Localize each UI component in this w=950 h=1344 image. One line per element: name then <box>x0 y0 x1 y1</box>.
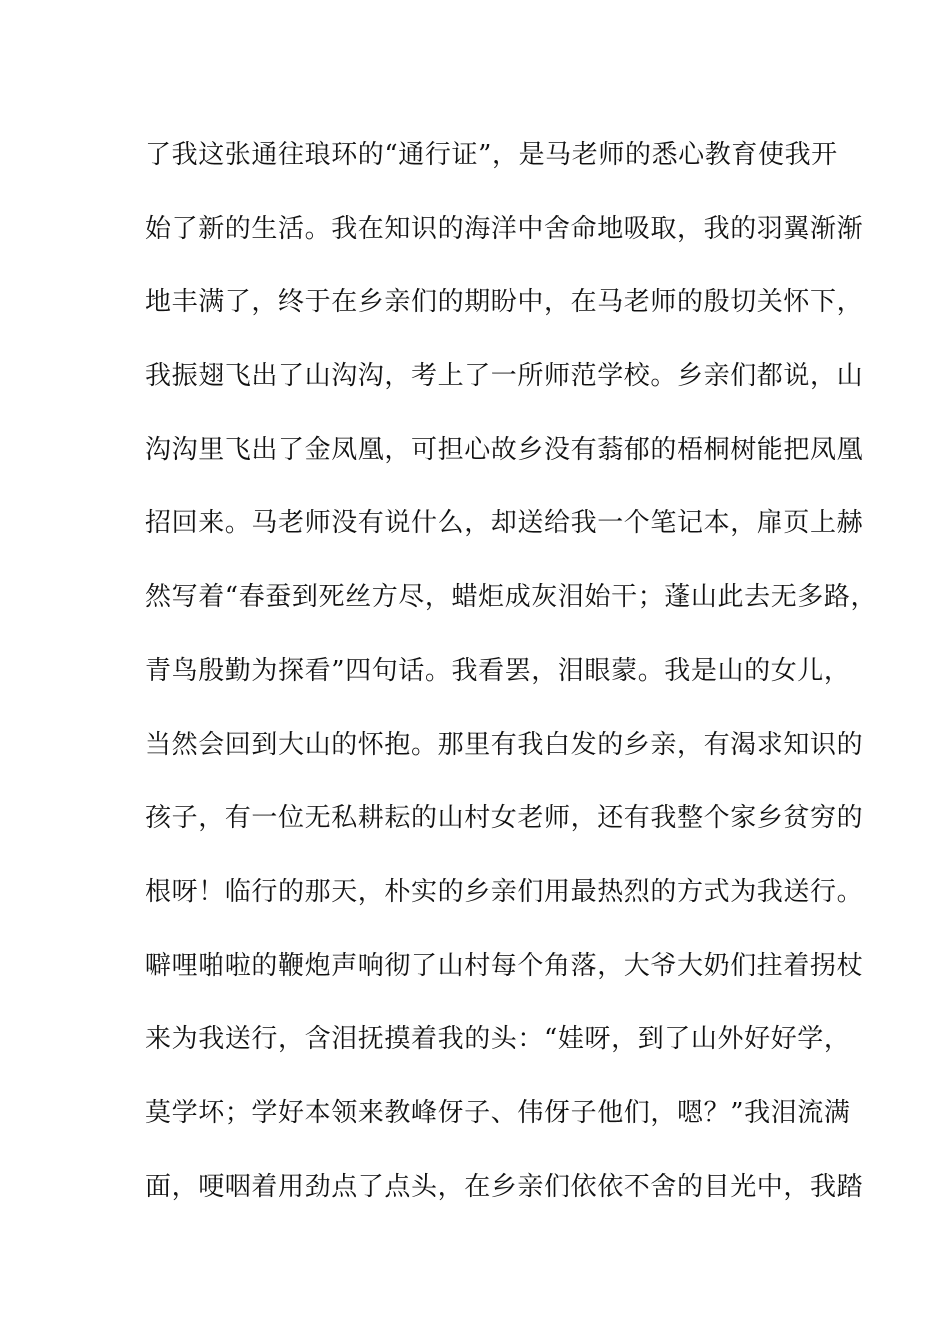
text-line-7: 然写着“春蚕到死丝方尽，蜡炬成灰泪始干；蓬山此去无多路， <box>145 582 878 613</box>
text-line-14: 莫学坏；学好本领来教峰伢子、伟伢子他们，嗯？”我泪流满 <box>145 1097 851 1128</box>
text-line-4: 我振翅飞出了山沟沟，考上了一所师范学校。乡亲们都说，山 <box>145 361 864 392</box>
text-line-12: 噼哩啪啦的鞭炮声响彻了山村每个角落，大爷大奶们拄着拐杖 <box>145 950 864 981</box>
text-line-13: 来为我送行，含泪抚摸着我的头：“娃呀，到了山外好好学， <box>145 1024 851 1055</box>
text-line-9: 当然会回到大山的怀抱。那里有我白发的乡亲，有渴求知识的 <box>145 729 864 760</box>
text-line-3: 地丰满了，终于在乡亲们的期盼中，在马老师的殷切关怀下， <box>145 287 864 318</box>
text-line-1: 了我这张通往琅环的“通行证”，是马老师的悉心教育使我开 <box>145 140 838 170</box>
text-line-5: 沟沟里飞出了金凤凰，可担心故乡没有蓊郁的梧桐树能把凤凰 <box>145 434 864 465</box>
body-text <box>145 130 878 1235</box>
text-line-10: 孩子，有一位无私耕耘的山村女老师，还有我整个家乡贫穷的 <box>145 803 864 834</box>
text-line-2: 始了新的生活。我在知识的海洋中舍命地吸取，我的羽翼渐渐 <box>145 213 864 244</box>
text-line-11: 根呀！临行的那天，朴实的乡亲们用最热烈的方式为我送行。 <box>145 876 864 907</box>
text-line-6: 招回来。马老师没有说什么，却送给我一个笔记本，扉页上赫 <box>145 508 864 539</box>
text-line-8: 青鸟殷勤为探看”四句话。我看罢，泪眼蒙。我是山的女儿， <box>145 655 851 686</box>
text-line-15: 面，哽咽着用劲点了点头，在乡亲们依依不舍的目光中，我踏 <box>145 1171 864 1202</box>
